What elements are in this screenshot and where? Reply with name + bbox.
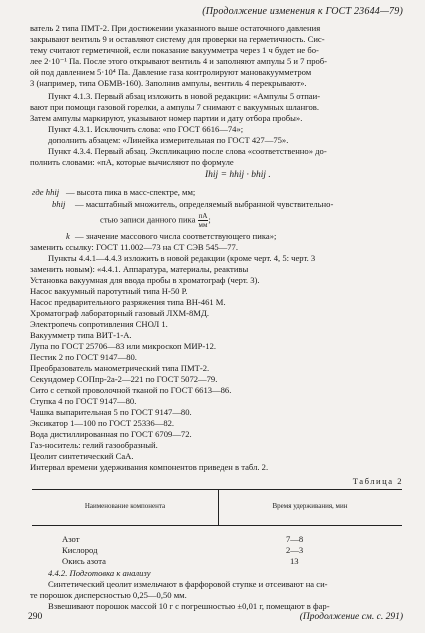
p2-line-3: Затем ампулы маркируют, указывают номер партии и дату отбора пробы». bbox=[30, 113, 303, 123]
section-442-heading: 4.4.2. Подготовка к анализу bbox=[48, 568, 151, 578]
list-item: Цеолит синтетический СаА. bbox=[30, 451, 134, 461]
def2-text-b bbox=[100, 212, 211, 229]
p5-line-2: полнить словами: «пА, которые вычисляют по формуле bbox=[30, 157, 234, 167]
page-number: 290 bbox=[28, 612, 43, 622]
list-item: Интервал времени удерживания компонентов приведен в табл. 2. bbox=[30, 462, 269, 472]
list-item: Секундомер СОПпр-2а-2—221 по ГОСТ 5072—79. bbox=[30, 374, 218, 384]
def2-text-b-words: стью записи данного пика bbox=[100, 214, 196, 225]
list-item: Вакуумметр типа ВИТ-1-А. bbox=[30, 330, 132, 340]
p9-line-1: Взвешивают порошок массой 10 г с погрешностью ±0,01 г, помещают в фар- bbox=[48, 601, 330, 611]
page-footer: (Продолжение см. с. 291) bbox=[299, 612, 403, 622]
p1-line-4: лее 2·10⁻¹ Па. После этого открывают вентиль 4 и заполняют ампулы 5 и 7 проб- bbox=[30, 56, 328, 66]
table-cell-name: Окись азота bbox=[62, 556, 106, 566]
table-header-name: Наименование компонента bbox=[84, 502, 166, 510]
p4-line: дополнить абзацем: «Линейка измерительная по ГОСТ 427—75». bbox=[48, 135, 289, 145]
p1-line-3: тему считают герметичной, если показание вакуумметра через 1 ч будет не бо- bbox=[30, 45, 319, 55]
p1-line-5: ой под давлением 5·10⁴ Па. Давление газа контролируют мановакуумметром bbox=[30, 67, 312, 77]
def1-symbol: где hhij bbox=[32, 187, 60, 197]
list-item: Электропечь сопротивления СНОЛ 1. bbox=[30, 319, 168, 329]
p2-line-1: Пункт 4.1.3. Первый абзац изложить в новой редакции: «Ампулы 5 отпаи- bbox=[48, 91, 321, 101]
table-header-rule bbox=[32, 525, 402, 526]
list-item: Установка вакуумная для ввода пробы в хроматограф (черт. 3). bbox=[30, 275, 260, 285]
p7-line-1: Пункты 4.4.1—4.4.3 изложить в новой редакции (кроме черт. 4, 5: черт. 3 bbox=[48, 253, 316, 263]
unit-numerator: пА bbox=[198, 212, 208, 220]
def3-text: — значение массового числа соответствующего пика»; bbox=[75, 231, 277, 241]
list-item: Вода дистиллированная по ГОСТ 6709—72. bbox=[30, 429, 192, 439]
p8-line-1: Синтетический цеолит измельчают в фарфоровой ступке и отсеивают на си- bbox=[48, 579, 328, 589]
p5-line-1: Пункт 4.3.4. Первый абзац. Экспликацию после слова «соответственно» до- bbox=[48, 146, 327, 156]
table-caption: Таблица 2 bbox=[352, 476, 403, 486]
unit-denominator: мм bbox=[198, 221, 208, 229]
list-item: Хроматограф лабораторный газовый ЛХМ-8МД. bbox=[30, 308, 209, 318]
list-item: Ступка 4 по ГОСТ 9147—80. bbox=[30, 396, 137, 406]
table-cell-time: 7—8 bbox=[286, 534, 304, 544]
list-item: Насос предварительного разряжения типа ВН-461 М. bbox=[30, 297, 226, 307]
list-item: Лупа по ГОСТ 25706—83 или микроскоп МИР-12. bbox=[30, 341, 217, 351]
formula: Ihij = hhij · bhij . bbox=[205, 170, 271, 180]
list-item: Пестик 2 по ГОСТ 9147—80. bbox=[30, 352, 137, 362]
list-item: Сито с сеткой проволочной тканой по ГОСТ 6613—86. bbox=[30, 385, 232, 395]
def3-symbol: k bbox=[66, 231, 70, 241]
list-item: Газ-носитель: гелий газообразный. bbox=[30, 440, 158, 450]
list-item: Насос вакуумный паротутный типа Н-50 Р. bbox=[30, 286, 188, 296]
unit-fraction bbox=[198, 212, 209, 229]
def2-text-c: ; bbox=[208, 214, 211, 225]
p1-line-2: закрывают вентиль 9 и оставляют систему для проверки на герметичность. Сис- bbox=[30, 34, 325, 44]
table-cell-name: Кислород bbox=[62, 545, 98, 555]
list-item: Преобразователь манометрический типа ПМТ-2. bbox=[30, 363, 210, 373]
p1-line-6: 3 (например, типа ОБМВ-160). Заполнив ампулы, вентиль 4 перекрывают». bbox=[30, 78, 307, 88]
def2-text-a: — масштабный множитель, определяемый выбранной чувствительно- bbox=[75, 199, 334, 209]
list-item: Чашка выпарительная 5 по ГОСТ 9147—80. bbox=[30, 407, 192, 417]
p8-line-2: те порошок дисперсностью 0,25—0,50 мм. bbox=[30, 590, 187, 600]
p6-line: заменить ссылку: ГОСТ 11.002—73 на СТ СЭВ 545—77. bbox=[30, 242, 238, 252]
p3-line: Пункт 4.3.1. Исключить слова: «по ГОСТ 6616—74»; bbox=[48, 124, 244, 134]
p2-line-2: вают при помощи газовой горелки, а ампулы 7 снимают с вакуумных шлангов. bbox=[30, 102, 319, 112]
def1-text: — высота пика в масс-спектре, мм; bbox=[66, 187, 196, 197]
table-top-rule bbox=[32, 489, 402, 490]
table-header-time: Время удерживания, мин bbox=[272, 502, 348, 510]
table-header-divider bbox=[218, 489, 219, 525]
table-cell-name: Азот bbox=[62, 534, 80, 544]
p1-line-1: ватель 2 типа ПМТ-2. При достижении указанного выше остаточного давления bbox=[30, 23, 321, 33]
page-header: (Продолжение изменения к ГОСТ 23644—79) bbox=[202, 6, 403, 17]
table-cell-time: 13 bbox=[290, 556, 299, 566]
list-item: Эксикатор 1—100 по ГОСТ 25336—82. bbox=[30, 418, 175, 428]
table-cell-time: 2—3 bbox=[286, 545, 304, 555]
p7-line-2: заменить новым): «4.4.1. Аппаратура, материалы, реактивы bbox=[30, 264, 249, 274]
def2-symbol: bhij bbox=[52, 199, 66, 209]
